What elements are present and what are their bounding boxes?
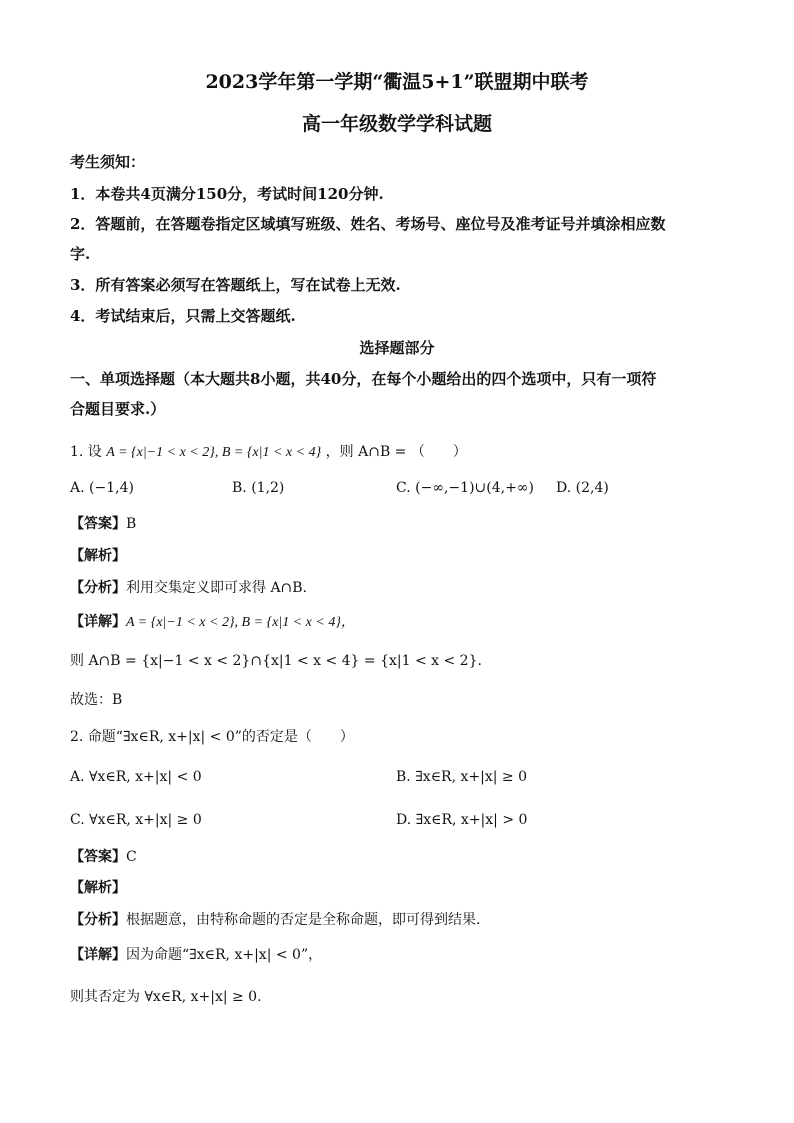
q1-stem-suffix: ，则 A∩B = （ ） (325, 444, 467, 460)
q1-stem-prefix: 1. 设 (70, 444, 102, 460)
q1-analysis-tag: 【解析】 (70, 548, 126, 564)
part1-heading: 一、单项选择题（本大题共8小题，共40分，在每个小题给出的四个选项中，只有一项符 (70, 370, 657, 388)
q1-option-c-label: C. (396, 480, 411, 496)
q2-fenxi-tag: 【分析】 (70, 912, 126, 928)
q2-option-c (70, 810, 202, 830)
q1-xiangjie-tag: 【详解】 (70, 614, 126, 630)
notice-item-1: 1．本卷共4页满分150分，考试时间120分钟. (70, 185, 384, 203)
q2-option-c-label: C. (70, 812, 85, 828)
q1-answer-tag: 【答案】 (70, 516, 126, 532)
q2-xiangjie-tag: 【详解】 (70, 947, 126, 963)
notice-item-2: 2．答题前，在答题卷指定区域填写班级、姓名、考场号、座位号及准考证号并填涂相应数 (70, 215, 666, 233)
q2-fenxi (70, 910, 480, 930)
q2-fenxi-text: 根据题意，由特称命题的否定是全称命题，即可得到结果. (126, 912, 481, 928)
q2-then: 则其否定为 ∀x∈R, x+|x| ≥ 0. (70, 989, 262, 1005)
q1-choice: 故选：B (70, 692, 123, 708)
q1-xiangjie (70, 612, 355, 633)
q2-option-d-label: D. (396, 812, 412, 828)
q2-option-b-value: ∃x∈R, x+|x| ≥ 0 (415, 769, 527, 785)
q1-option-c (396, 478, 534, 498)
q1-option-c-value: (−∞,−1)∪(4,+∞) (415, 480, 534, 496)
q1-option-b-value: (1,2) (251, 480, 285, 496)
q2-analysis-tag: 【解析】 (70, 880, 126, 896)
q2-xiangjie (70, 945, 322, 965)
q1-option-b (232, 478, 284, 498)
q1-option-a (70, 478, 134, 498)
q1-option-d-label: D. (556, 480, 572, 496)
q1-then: 则 A∩B = {x|−1 < x < 2}∩{x|1 < x < 4} = {x|1 < x < 2}. (70, 653, 482, 669)
section-title: 选择题部分 (359, 339, 435, 357)
notice-heading: 考生须知： (70, 153, 146, 171)
q2-option-d (396, 810, 527, 830)
q1-option-a-value: (−1,4) (89, 480, 134, 496)
q1-answer-value: B (126, 516, 137, 532)
q1-fenxi (70, 578, 307, 598)
q2-answer (70, 847, 137, 867)
q2-option-c-value: ∀x∈R, x+|x| ≥ 0 (89, 812, 202, 828)
q1-stem-math: A = {x|−1 < x < 2}, B = {x|1 < x < 4} (106, 445, 322, 460)
q1-stem (70, 442, 467, 463)
q2-option-a-value: ∀x∈R, x+|x| < 0 (89, 769, 202, 785)
q2-option-a (70, 767, 202, 787)
part1-heading-cont: 合题目要求.） (70, 400, 166, 418)
notice-item-3: 3．所有答案必须写在答题纸上，写在试卷上无效. (70, 276, 401, 294)
q2-xiangjie-text: 因为命题“∃x∈R, x+|x| < 0”， (126, 947, 323, 963)
notice-item-2-cont: 字. (70, 245, 91, 263)
q2-option-b-label: B. (396, 769, 411, 785)
q2-answer-value: C (126, 849, 137, 865)
q1-fenxi-tag: 【分析】 (70, 580, 126, 596)
exam-subtitle: 高一年级数学学科试题 (301, 113, 492, 135)
exam-title: 2023学年第一学期“衢温5+1”联盟期中联考 (205, 71, 589, 93)
notice-item-4: 4．考试结束后，只需上交答题纸. (70, 307, 296, 325)
q1-answer (70, 514, 136, 534)
q2-stem: 2. 命题“∃x∈R, x+|x| < 0”的否定是（ ） (70, 729, 354, 745)
q1-option-a-label: A. (70, 480, 85, 496)
q1-xiangjie-math: A = {x|−1 < x < 2}, B = {x|1 < x < 4}， (126, 615, 355, 630)
q1-fenxi-text: 利用交集定义即可求得 A∩B. (126, 580, 308, 596)
q1-option-d (556, 478, 609, 498)
q1-option-b-label: B. (232, 480, 247, 496)
q1-option-d-value: (2,4) (575, 480, 609, 496)
q2-option-d-value: ∃x∈R, x+|x| > 0 (415, 812, 528, 828)
q2-option-b (396, 767, 527, 787)
q2-answer-tag: 【答案】 (70, 849, 126, 865)
q2-option-a-label: A. (70, 769, 85, 785)
